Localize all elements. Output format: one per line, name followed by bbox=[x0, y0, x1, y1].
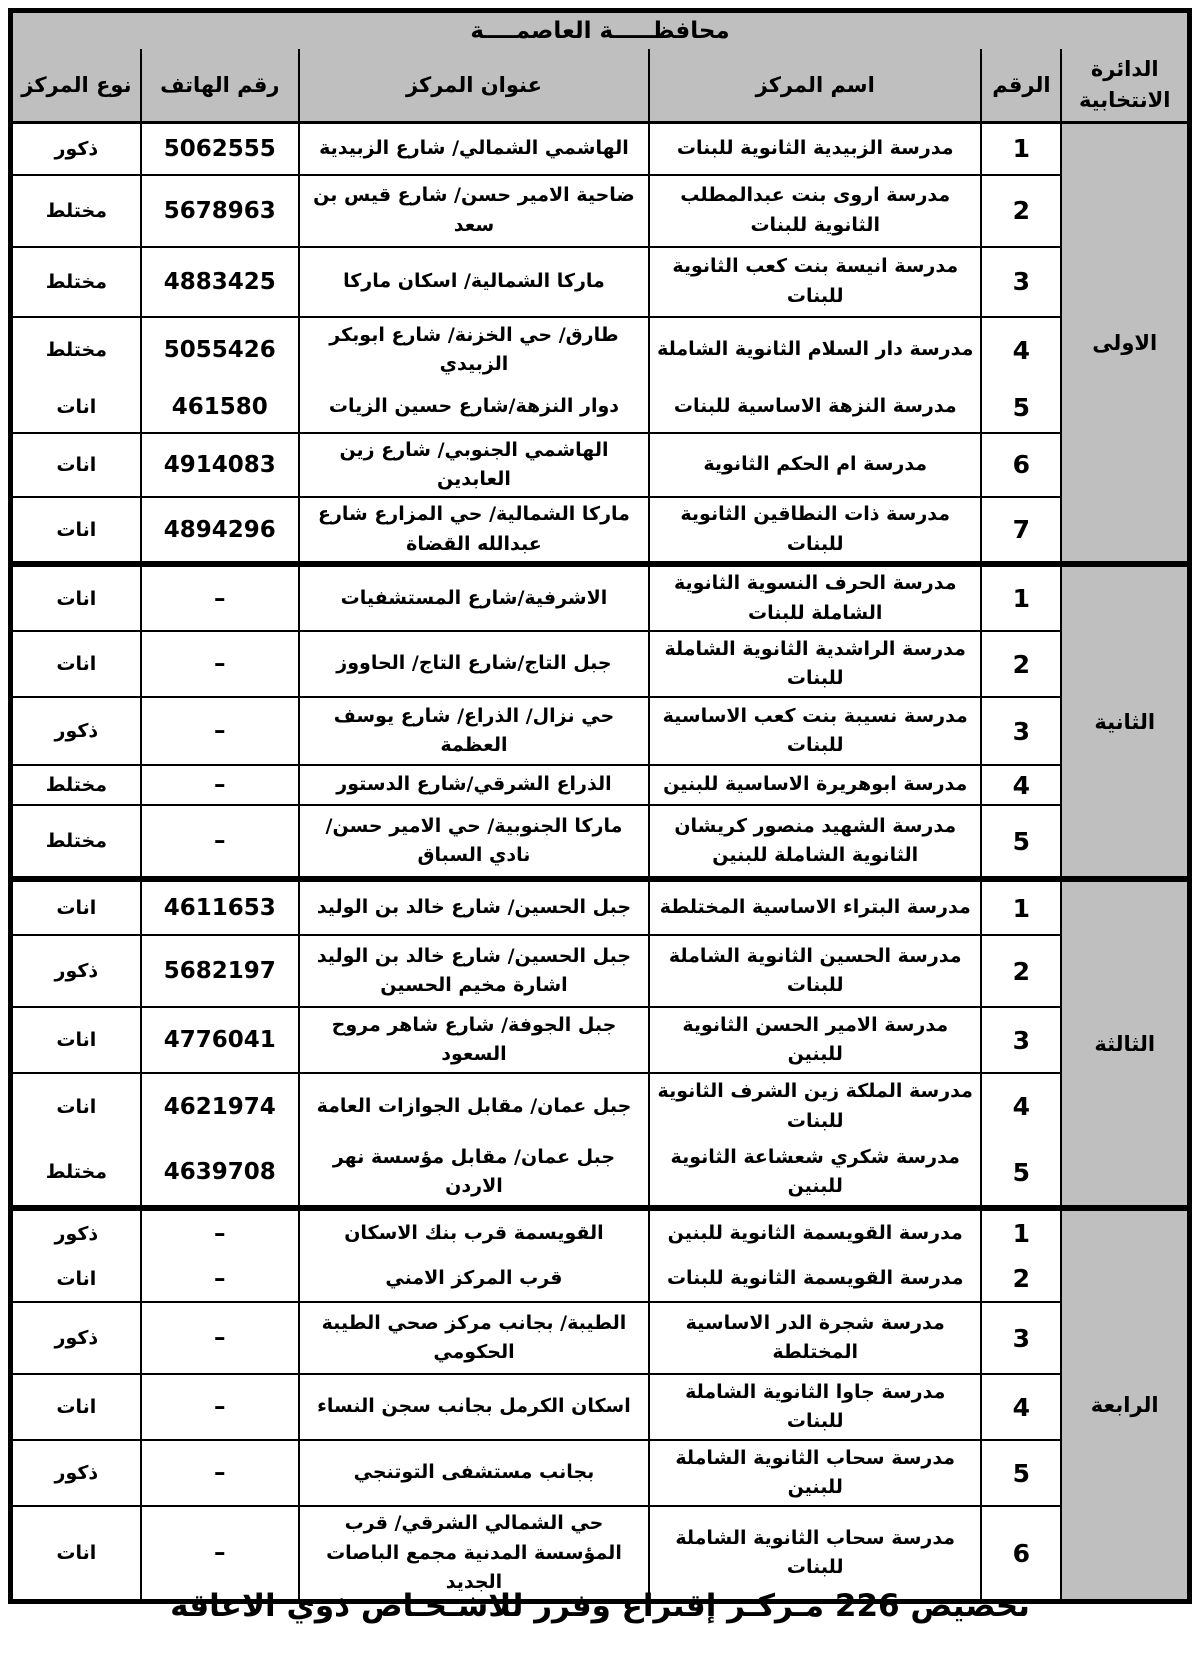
cell-phone: 4621974 bbox=[141, 1073, 299, 1139]
cell-address: جبل الجوفة/ شارع شاهر مروح السعود bbox=[299, 1007, 649, 1073]
table-row bbox=[11, 1374, 1190, 1440]
cell-address: جبل عمان/ مقابل الجوازات العامة bbox=[299, 1073, 649, 1139]
cell-phone: – bbox=[141, 765, 299, 805]
table-row bbox=[11, 935, 1190, 1007]
cell-phone: 5682197 bbox=[141, 935, 299, 1007]
cell-phone: – bbox=[141, 631, 299, 697]
table-row bbox=[11, 697, 1190, 765]
table-row bbox=[11, 1256, 1190, 1302]
table-row bbox=[11, 1302, 1190, 1374]
cell-address: طارق/ حي الخزنة/ شارع ابوبكر الزبيدي bbox=[299, 317, 649, 383]
page-title: محافظـــــة العاصمــــة bbox=[11, 11, 1190, 49]
column-header-type: نوع المركز bbox=[11, 49, 141, 123]
cell-phone: – bbox=[141, 564, 299, 631]
cell-center-name: مدرسة القويسمة الثانوية للبنات bbox=[649, 1256, 981, 1302]
cell-address: ماركا الجنوبية/ حي الامير حسن/ نادي السباق bbox=[299, 805, 649, 879]
table-row bbox=[11, 1440, 1190, 1506]
table-row bbox=[11, 879, 1190, 935]
cell-number: 4 bbox=[981, 765, 1061, 805]
cell-type: ذكور bbox=[11, 1440, 141, 1506]
cell-number: 1 bbox=[981, 879, 1061, 935]
cell-address: قرب المركز الامني bbox=[299, 1256, 649, 1302]
cell-phone: 461580 bbox=[141, 383, 299, 433]
cell-phone: 4883425 bbox=[141, 247, 299, 317]
cell-address: الهاشمي الجنوبي/ شارع زين العابدين bbox=[299, 433, 649, 498]
table-title-row bbox=[11, 11, 1190, 49]
cell-type: مختلط bbox=[11, 175, 141, 247]
table-row bbox=[11, 1007, 1190, 1073]
cell-type: انات bbox=[11, 879, 141, 935]
cell-address: حي نزال/ الذراع/ شارع يوسف العظمة bbox=[299, 697, 649, 765]
cell-type: ذكور bbox=[11, 935, 141, 1007]
cell-address: اسكان الكرمل بجانب سجن النساء bbox=[299, 1374, 649, 1440]
footer-note: تخصيص 226 مـركـز إقتراع وفرز للاشـخـاص ذوي الاعاقة bbox=[170, 1588, 1030, 1624]
cell-center-name: مدرسة ابوهريرة الاساسية للبنين bbox=[649, 765, 981, 805]
cell-number: 1 bbox=[981, 564, 1061, 631]
cell-phone: 5055426 bbox=[141, 317, 299, 383]
cell-phone: – bbox=[141, 1256, 299, 1302]
cell-address: ماركا الشمالية/ حي المزارع شارع عبدالله القضاة bbox=[299, 497, 649, 564]
table-row bbox=[11, 123, 1190, 175]
cell-number: 3 bbox=[981, 247, 1061, 317]
cell-center-name: مدرسة شجرة الدر الاساسية المختلطة bbox=[649, 1302, 981, 1374]
table-row bbox=[11, 1073, 1190, 1139]
cell-address: دوار النزهة/شارع حسين الزيات bbox=[299, 383, 649, 433]
cell-center-name: مدرسة الامير الحسن الثانوية للبنين bbox=[649, 1007, 981, 1073]
cell-type: مختلط bbox=[11, 247, 141, 317]
table-row bbox=[11, 247, 1190, 317]
cell-address: الهاشمي الشمالي/ شارع الزبيدية bbox=[299, 123, 649, 175]
cell-center-name: مدرسة جاوا الثانوية الشاملة للبنات bbox=[649, 1374, 981, 1440]
cell-type: انات bbox=[11, 1007, 141, 1073]
column-header-number: الرقم bbox=[981, 49, 1061, 123]
table-row bbox=[11, 433, 1190, 498]
table-row bbox=[11, 175, 1190, 247]
cell-number: 2 bbox=[981, 935, 1061, 1007]
cell-phone: – bbox=[141, 1440, 299, 1506]
cell-center-name: مدرسة نسيبة بنت كعب الاساسية للبنات bbox=[649, 697, 981, 765]
cell-type: ذكور bbox=[11, 123, 141, 175]
cell-address: القويسمة قرب بنك الاسكان bbox=[299, 1208, 649, 1256]
cell-number: 3 bbox=[981, 1007, 1061, 1073]
cell-number: 2 bbox=[981, 1256, 1061, 1302]
cell-phone: – bbox=[141, 1302, 299, 1374]
cell-center-name: مدرسة سحاب الثانوية الشاملة للبنين bbox=[649, 1440, 981, 1506]
district-cell: الاولى bbox=[1061, 123, 1189, 565]
cell-number: 3 bbox=[981, 1302, 1061, 1374]
cell-phone: – bbox=[141, 805, 299, 879]
cell-number: 5 bbox=[981, 1440, 1061, 1506]
table-row bbox=[11, 1208, 1190, 1256]
cell-type: انات bbox=[11, 1073, 141, 1139]
cell-phone: – bbox=[141, 697, 299, 765]
cell-type: انات bbox=[11, 497, 141, 564]
cell-type: انات bbox=[11, 383, 141, 433]
cell-number: 6 bbox=[981, 1506, 1061, 1602]
column-header-address: عنوان المركز bbox=[299, 49, 649, 123]
cell-phone: 5062555 bbox=[141, 123, 299, 175]
cell-address: الذراع الشرقي/شارع الدستور bbox=[299, 765, 649, 805]
cell-address: جبل الحسين/ شارع خالد بن الوليد bbox=[299, 879, 649, 935]
cell-center-name: مدرسة ام الحكم الثانوية bbox=[649, 433, 981, 498]
cell-phone: 4611653 bbox=[141, 879, 299, 935]
cell-number: 6 bbox=[981, 433, 1061, 498]
cell-phone: – bbox=[141, 1374, 299, 1440]
column-header-phone: رقم الهاتف bbox=[141, 49, 299, 123]
cell-center-name: مدرسة النزهة الاساسية للبنات bbox=[649, 383, 981, 433]
table-row bbox=[11, 805, 1190, 879]
cell-type: انات bbox=[11, 1256, 141, 1302]
cell-type: انات bbox=[11, 631, 141, 697]
cell-number: 1 bbox=[981, 1208, 1061, 1256]
cell-phone: 5678963 bbox=[141, 175, 299, 247]
cell-type: مختلط bbox=[11, 1139, 141, 1208]
cell-address: الاشرفية/شارع المستشفيات bbox=[299, 564, 649, 631]
cell-center-name: مدرسة دار السلام الثانوية الشاملة bbox=[649, 317, 981, 383]
cell-type: مختلط bbox=[11, 317, 141, 383]
cell-center-name: مدرسة الزبيدية الثانوية للبنات bbox=[649, 123, 981, 175]
cell-type: ذكور bbox=[11, 1208, 141, 1256]
cell-address: ماركا الشمالية/ اسكان ماركا bbox=[299, 247, 649, 317]
cell-type: ذكور bbox=[11, 1302, 141, 1374]
cell-center-name: مدرسة سحاب الثانوية الشاملة للبنات bbox=[649, 1506, 981, 1602]
cell-address: حي الشمالي الشرقي/ قرب المؤسسة المدنية مجمع الباصات الجديد bbox=[299, 1506, 649, 1602]
table-row bbox=[11, 765, 1190, 805]
cell-number: 7 bbox=[981, 497, 1061, 564]
cell-address: جبل عمان/ مقابل مؤسسة نهر الاردن bbox=[299, 1139, 649, 1208]
district-cell: الثانية bbox=[1061, 564, 1189, 879]
cell-type: انات bbox=[11, 1374, 141, 1440]
cell-address: جبل الحسين/ شارع خالد بن الوليد اشارة مخيم الحسين bbox=[299, 935, 649, 1007]
table-row bbox=[11, 1139, 1190, 1208]
table-row bbox=[11, 631, 1190, 697]
cell-type: انات bbox=[11, 1506, 141, 1602]
cell-number: 2 bbox=[981, 631, 1061, 697]
cell-number: 5 bbox=[981, 383, 1061, 433]
cell-address: ضاحية الامير حسن/ شارع قيس بن سعد bbox=[299, 175, 649, 247]
cell-phone: 4894296 bbox=[141, 497, 299, 564]
district-cell: الرابعة bbox=[1061, 1208, 1189, 1602]
cell-type: ذكور bbox=[11, 697, 141, 765]
column-header-district: الدائرة الانتخابية bbox=[1061, 49, 1189, 123]
table-row bbox=[11, 497, 1190, 564]
cell-phone: 4914083 bbox=[141, 433, 299, 498]
cell-number: 5 bbox=[981, 805, 1061, 879]
cell-center-name: مدرسة اروى بنت عبدالمطلب الثانوية للبنات bbox=[649, 175, 981, 247]
cell-number: 4 bbox=[981, 317, 1061, 383]
cell-number: 4 bbox=[981, 1073, 1061, 1139]
cell-address: بجانب مستشفى التوتنجي bbox=[299, 1440, 649, 1506]
cell-center-name: مدرسة القويسمة الثانوية للبنين bbox=[649, 1208, 981, 1256]
cell-center-name: مدرسة الراشدية الثانوية الشاملة للبنات bbox=[649, 631, 981, 697]
cell-phone: 4639708 bbox=[141, 1139, 299, 1208]
cell-address: الطيبة/ بجانب مركز صحي الطيبة الحكومي bbox=[299, 1302, 649, 1374]
cell-center-name: مدرسة الشهيد منصور كريشان الثانوية الشاملة للبنين bbox=[649, 805, 981, 879]
cell-type: مختلط bbox=[11, 765, 141, 805]
cell-center-name: مدرسة ذات النطاقين الثانوية للبنات bbox=[649, 497, 981, 564]
cell-type: انات bbox=[11, 564, 141, 631]
column-header-center-name: اسم المركز bbox=[649, 49, 981, 123]
table-row bbox=[11, 383, 1190, 433]
cell-phone: – bbox=[141, 1506, 299, 1602]
cell-phone: 4776041 bbox=[141, 1007, 299, 1073]
district-cell: الثالثة bbox=[1061, 879, 1189, 1208]
cell-type: مختلط bbox=[11, 805, 141, 879]
cell-phone: – bbox=[141, 1208, 299, 1256]
cell-center-name: مدرسة شكري شعشاعة الثانوية للبنين bbox=[649, 1139, 981, 1208]
cell-number: 5 bbox=[981, 1139, 1061, 1208]
cell-number: 3 bbox=[981, 697, 1061, 765]
cell-center-name: مدرسة انيسة بنت كعب الثانوية للبنات bbox=[649, 247, 981, 317]
polling-centers-table bbox=[8, 8, 1192, 1604]
cell-number: 1 bbox=[981, 123, 1061, 175]
cell-number: 4 bbox=[981, 1374, 1061, 1440]
cell-number: 2 bbox=[981, 175, 1061, 247]
cell-center-name: مدرسة الحرف النسوية الثانوية الشاملة للبنات bbox=[649, 564, 981, 631]
cell-center-name: مدرسة البتراء الاساسية المختلطة bbox=[649, 879, 981, 935]
table-row bbox=[11, 317, 1190, 383]
table-row bbox=[11, 564, 1190, 631]
cell-center-name: مدرسة الحسين الثانوية الشاملة للبنات bbox=[649, 935, 981, 1007]
cell-center-name: مدرسة الملكة زين الشرف الثانوية للبنات bbox=[649, 1073, 981, 1139]
cell-address: جبل التاج/شارع التاج/ الحاووز bbox=[299, 631, 649, 697]
table-header-row bbox=[11, 49, 1190, 123]
cell-type: انات bbox=[11, 433, 141, 498]
